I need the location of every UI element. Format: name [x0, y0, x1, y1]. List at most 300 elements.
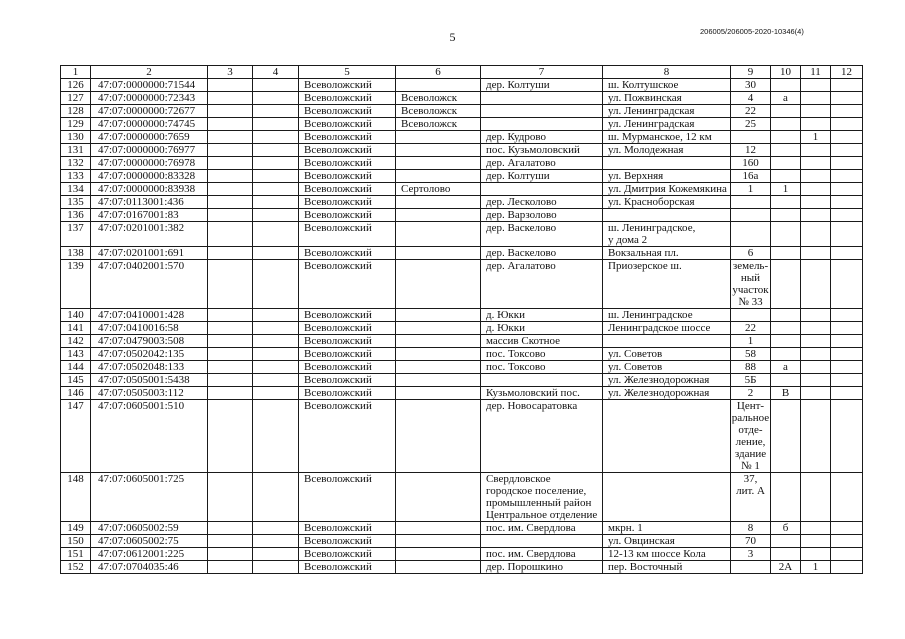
table-cell	[771, 548, 801, 561]
column-header: 3	[208, 66, 253, 79]
table-cell: 139	[61, 260, 91, 309]
table-cell	[801, 92, 831, 105]
table-cell	[771, 118, 801, 131]
table-cell	[396, 322, 481, 335]
column-header: 11	[801, 66, 831, 79]
table-cell	[603, 335, 731, 348]
table-row	[61, 247, 863, 260]
table-cell	[801, 473, 831, 522]
table-row	[61, 79, 863, 92]
table-cell	[208, 361, 253, 374]
table-cell: 160	[731, 157, 771, 170]
table-cell: ш. Ленинградское, у дома 2	[603, 222, 731, 247]
table-cell: 2	[731, 387, 771, 400]
table-cell: Всеволожский	[299, 157, 396, 170]
table-cell: 128	[61, 105, 91, 118]
table-cell: 47:07:0479003:508	[91, 335, 208, 348]
table-cell	[801, 157, 831, 170]
column-header: 4	[253, 66, 299, 79]
table-row	[61, 183, 863, 196]
table-cell: 47:07:0000000:76978	[91, 157, 208, 170]
table-cell: 47:07:0605002:59	[91, 522, 208, 535]
table-cell: ул. Советов	[603, 361, 731, 374]
table-cell: дер. Агалатово	[481, 260, 603, 309]
table-cell: Всеволожский	[299, 348, 396, 361]
table-cell	[253, 144, 299, 157]
table-cell	[396, 535, 481, 548]
table-cell	[603, 400, 731, 473]
table-cell	[208, 247, 253, 260]
table-cell	[771, 400, 801, 473]
table-cell	[771, 348, 801, 361]
column-header: 7	[481, 66, 603, 79]
table-cell	[481, 118, 603, 131]
table-cell	[801, 222, 831, 247]
table-row	[61, 309, 863, 322]
table-cell	[208, 92, 253, 105]
table-cell	[831, 247, 863, 260]
table-cell	[831, 548, 863, 561]
table-cell: Ленинградское шоссе	[603, 322, 731, 335]
table-row	[61, 157, 863, 170]
column-header: 12	[831, 66, 863, 79]
table-cell	[831, 196, 863, 209]
table-cell	[481, 535, 603, 548]
table-cell	[831, 322, 863, 335]
table-row	[61, 196, 863, 209]
table-cell	[253, 157, 299, 170]
table-cell: 30	[731, 79, 771, 92]
table-cell: 88	[731, 361, 771, 374]
table-cell	[253, 473, 299, 522]
table-cell: 152	[61, 561, 91, 574]
table-cell: 47:07:0000000:72343	[91, 92, 208, 105]
table-row	[61, 260, 863, 309]
table-cell	[731, 196, 771, 209]
table-cell	[396, 335, 481, 348]
table-cell: 47:07:0704035:46	[91, 561, 208, 574]
table-cell	[801, 548, 831, 561]
column-header: 5	[299, 66, 396, 79]
table-cell: ул. Овцинская	[603, 535, 731, 548]
table-cell: Всеволожский	[299, 548, 396, 561]
table-cell: 149	[61, 522, 91, 535]
table-cell: Всеволожский	[299, 131, 396, 144]
table-cell: ш. Мурманское, 12 км	[603, 131, 731, 144]
table-cell: Всеволожский	[299, 522, 396, 535]
table-cell: ул. Красноборская	[603, 196, 731, 209]
table-cell: Всеволожский	[299, 260, 396, 309]
table-cell	[771, 374, 801, 387]
table-cell	[253, 561, 299, 574]
table-cell	[771, 322, 801, 335]
table-cell: Всеволожский	[299, 387, 396, 400]
table-cell: пос. Токсово	[481, 361, 603, 374]
table-cell: 47:07:0000000:72677	[91, 105, 208, 118]
table-cell	[831, 400, 863, 473]
table-cell	[771, 473, 801, 522]
table-cell: 70	[731, 535, 771, 548]
table-cell: 148	[61, 473, 91, 522]
table-cell	[253, 247, 299, 260]
table-cell	[831, 118, 863, 131]
table-cell	[831, 522, 863, 535]
table-cell: ул. Пожвинская	[603, 92, 731, 105]
table-cell: земель- ный участок № 33	[732, 260, 769, 308]
header-row	[61, 66, 863, 79]
table-cell: 131	[61, 144, 91, 157]
table-cell: 130	[61, 131, 91, 144]
table-cell: дер. Лесколово	[481, 196, 603, 209]
table-cell	[801, 183, 831, 196]
table-row	[61, 170, 863, 183]
table-cell	[396, 157, 481, 170]
table-row	[61, 473, 863, 522]
table-cell	[208, 222, 253, 247]
table-cell	[253, 118, 299, 131]
table-row	[61, 522, 863, 535]
table-cell	[208, 131, 253, 144]
table-cell: Всеволожский	[299, 79, 396, 92]
table-cell	[801, 79, 831, 92]
table-cell	[831, 183, 863, 196]
table-cell: дер. Колтуши	[481, 79, 603, 92]
table-cell	[801, 522, 831, 535]
table-row	[61, 361, 863, 374]
table-row	[61, 209, 863, 222]
table-cell	[396, 387, 481, 400]
table-cell	[208, 260, 253, 309]
table-cell: д. Юкки	[481, 309, 603, 322]
table-cell	[481, 92, 603, 105]
table-cell: 147	[61, 400, 91, 473]
table-cell	[771, 209, 801, 222]
table-cell	[253, 131, 299, 144]
table-cell: Всеволожский	[299, 105, 396, 118]
column-header: 1	[61, 66, 91, 79]
table-cell	[396, 209, 481, 222]
table-cell: ул. Молодежная	[603, 144, 731, 157]
table-cell	[801, 387, 831, 400]
table-cell	[771, 260, 801, 309]
table-cell	[831, 105, 863, 118]
table-cell	[396, 548, 481, 561]
table-cell	[831, 144, 863, 157]
table-cell	[481, 374, 603, 387]
table-cell	[603, 157, 731, 170]
registry-table	[60, 65, 863, 574]
table-cell	[831, 387, 863, 400]
table-cell	[831, 92, 863, 105]
table-cell: 150	[61, 535, 91, 548]
table-cell: 47:07:0000000:83328	[91, 170, 208, 183]
table-cell	[253, 400, 299, 473]
column-header: 9	[731, 66, 771, 79]
table-cell	[771, 144, 801, 157]
table-cell: 141	[61, 322, 91, 335]
table-cell: Всеволожский	[299, 183, 396, 196]
table-cell: дер. Порошкино	[481, 561, 603, 574]
table-cell	[396, 144, 481, 157]
table-cell	[831, 535, 863, 548]
table-cell	[801, 322, 831, 335]
table-cell: 47:07:0612001:225	[91, 548, 208, 561]
table-cell	[208, 79, 253, 92]
table-cell: дер. Новосаратовка	[481, 400, 603, 473]
table-cell: дер. Васкелово	[481, 247, 603, 260]
table-cell	[396, 374, 481, 387]
table-cell	[831, 79, 863, 92]
table-cell	[731, 561, 771, 574]
table-cell: 12-13 км шоссе Кола	[603, 548, 731, 561]
column-header: 6	[396, 66, 481, 79]
table-cell: Приозерское ш.	[603, 260, 731, 309]
table-cell	[771, 196, 801, 209]
table-cell	[396, 361, 481, 374]
table-cell: ул. Ленинградская	[603, 118, 731, 131]
table-cell: 22	[731, 105, 771, 118]
table-cell	[208, 118, 253, 131]
table-cell: 127	[61, 92, 91, 105]
table-cell: 47:07:0505001:5438	[91, 374, 208, 387]
table-cell: мкрн. 1	[603, 522, 731, 535]
table-cell: Всеволожский	[299, 118, 396, 131]
table-cell	[831, 374, 863, 387]
table-cell	[771, 309, 801, 322]
table-cell: дер. Варзолово	[481, 209, 603, 222]
table-cell	[253, 335, 299, 348]
table-cell: 47:07:0000000:74745	[91, 118, 208, 131]
table-cell	[208, 335, 253, 348]
table-cell	[831, 260, 863, 309]
table-cell: 37, лит. А	[731, 473, 771, 522]
table-cell: 142	[61, 335, 91, 348]
column-header: 10	[771, 66, 801, 79]
table-row	[61, 131, 863, 144]
table-cell: Всеволожский	[299, 222, 396, 247]
table-cell	[831, 222, 863, 247]
table-cell: 47:07:0201001:382	[91, 222, 208, 247]
table-cell	[771, 335, 801, 348]
table-cell	[208, 535, 253, 548]
table-row	[61, 374, 863, 387]
table-cell: 136	[61, 209, 91, 222]
table-cell	[396, 400, 481, 473]
table-cell: 145	[61, 374, 91, 387]
table-cell	[253, 548, 299, 561]
table-cell: пер. Восточный	[603, 561, 731, 574]
table-cell: 138	[61, 247, 91, 260]
table-cell: Вокзальная пл.	[603, 247, 731, 260]
table-cell: Всеволожский	[299, 170, 396, 183]
table-cell: 47:07:0201001:691	[91, 247, 208, 260]
table-cell: 5Б	[731, 374, 771, 387]
table-row	[61, 322, 863, 335]
table-cell	[208, 170, 253, 183]
table-cell	[731, 209, 771, 222]
table-cell: 47:07:0000000:83938	[91, 183, 208, 196]
table-cell: Всеволожский	[299, 209, 396, 222]
table-cell	[801, 170, 831, 183]
table-cell: б	[771, 522, 801, 535]
table-cell	[801, 247, 831, 260]
table-cell: 133	[61, 170, 91, 183]
table-cell	[831, 157, 863, 170]
table-cell: ул. Советов	[603, 348, 731, 361]
table-row	[61, 535, 863, 548]
table-cell	[208, 183, 253, 196]
table-cell	[831, 209, 863, 222]
table-cell: ш. Ленинградское	[603, 309, 731, 322]
table-cell	[831, 335, 863, 348]
table-cell	[208, 144, 253, 157]
table-cell: пос. Кузьмоловский	[481, 144, 603, 157]
table-cell	[208, 374, 253, 387]
table-cell	[208, 105, 253, 118]
table-row	[61, 222, 863, 247]
table-cell	[208, 309, 253, 322]
table-cell	[801, 400, 831, 473]
table-cell	[801, 144, 831, 157]
table-cell	[801, 361, 831, 374]
table-cell: 47:07:0410001:428	[91, 309, 208, 322]
table-cell	[253, 196, 299, 209]
table-cell: 146	[61, 387, 91, 400]
table-cell: 58	[731, 348, 771, 361]
table-cell: 1	[771, 183, 801, 196]
table-cell	[831, 473, 863, 522]
table-cell: 47:07:0000000:7659	[91, 131, 208, 144]
table-cell	[253, 361, 299, 374]
table-cell	[801, 348, 831, 361]
table-cell: 144	[61, 361, 91, 374]
table-cell	[801, 335, 831, 348]
table-cell: ш. Колтушское	[603, 79, 731, 92]
table-cell: 47:07:0605001:510	[91, 400, 208, 473]
table-cell: 6	[731, 247, 771, 260]
table-row	[61, 105, 863, 118]
table-cell	[396, 247, 481, 260]
table-cell: дер. Кудрово	[481, 131, 603, 144]
table-cell	[253, 79, 299, 92]
table-cell	[831, 131, 863, 144]
table-cell	[253, 260, 299, 309]
table-cell	[801, 105, 831, 118]
table-cell: 47:07:0000000:71544	[91, 79, 208, 92]
table-cell	[771, 170, 801, 183]
table-cell	[208, 196, 253, 209]
table-cell	[208, 522, 253, 535]
page-number: 5	[449, 30, 456, 44]
table-cell	[731, 131, 771, 144]
table-cell	[771, 105, 801, 118]
table-cell: ул. Железнодорожная	[603, 387, 731, 400]
table-cell: Всеволожск	[396, 118, 481, 131]
table-cell: Всеволожский	[299, 196, 396, 209]
column-header: 2	[91, 66, 208, 79]
table-cell: 151	[61, 548, 91, 561]
table-cell	[253, 387, 299, 400]
table-cell: Всеволожский	[299, 309, 396, 322]
table-cell: Свердловское городское поселение, промышленный район Центральное отделение	[481, 473, 603, 522]
table-cell: 22	[731, 322, 771, 335]
table-cell	[208, 473, 253, 522]
table-cell: Всеволожский	[299, 322, 396, 335]
table-cell: Всеволожский	[299, 335, 396, 348]
table-cell	[481, 105, 603, 118]
table-cell	[396, 222, 481, 247]
table-cell	[253, 209, 299, 222]
table-cell: д. Юкки	[481, 322, 603, 335]
table-cell: дер. Васкелово	[481, 222, 603, 247]
table-cell	[396, 131, 481, 144]
table-row	[61, 400, 863, 473]
table-cell	[208, 387, 253, 400]
table-cell	[253, 105, 299, 118]
table-cell: Всеволожск	[396, 105, 481, 118]
table-cell: 2А	[771, 561, 801, 574]
table-cell	[396, 79, 481, 92]
table-cell: 3	[731, 548, 771, 561]
table-cell: массив Скотное	[481, 335, 603, 348]
table-cell	[208, 322, 253, 335]
table-cell	[603, 209, 731, 222]
table-cell: 1	[801, 131, 831, 144]
table-cell	[801, 374, 831, 387]
table-cell: 1	[731, 335, 771, 348]
table-cell: 47:07:0000000:76977	[91, 144, 208, 157]
table-cell: а	[771, 92, 801, 105]
table-row	[61, 561, 863, 574]
table-cell	[396, 473, 481, 522]
table-cell: 47:07:0605001:725	[91, 473, 208, 522]
table-cell	[396, 522, 481, 535]
table-cell: ул. Ленинградская	[603, 105, 731, 118]
table-row	[61, 387, 863, 400]
table-cell	[208, 157, 253, 170]
table-cell	[771, 247, 801, 260]
document-id: 206005/206005-2020-10346(4)	[700, 27, 804, 36]
table-cell	[396, 561, 481, 574]
table-cell: 25	[731, 118, 771, 131]
table-row	[61, 144, 863, 157]
table-row	[61, 335, 863, 348]
table-cell	[208, 209, 253, 222]
table-cell: 134	[61, 183, 91, 196]
table-cell: 8	[731, 522, 771, 535]
table-cell: 143	[61, 348, 91, 361]
table-cell: 47:07:0605002:75	[91, 535, 208, 548]
table-cell: дер. Агалатово	[481, 157, 603, 170]
table-cell: Сертолово	[396, 183, 481, 196]
table-cell: 47:07:0113001:436	[91, 196, 208, 209]
table-cell	[831, 170, 863, 183]
table-cell	[253, 170, 299, 183]
table-row	[61, 92, 863, 105]
table-cell: 140	[61, 309, 91, 322]
table-cell: 126	[61, 79, 91, 92]
table-cell	[831, 561, 863, 574]
table-cell: 129	[61, 118, 91, 131]
table-cell: 135	[61, 196, 91, 209]
table-cell	[831, 348, 863, 361]
column-header: 8	[603, 66, 731, 79]
table-cell: Всеволожск	[396, 92, 481, 105]
table-cell	[253, 374, 299, 387]
table-cell	[208, 400, 253, 473]
table-row	[61, 348, 863, 361]
table-cell: Всеволожский	[299, 92, 396, 105]
